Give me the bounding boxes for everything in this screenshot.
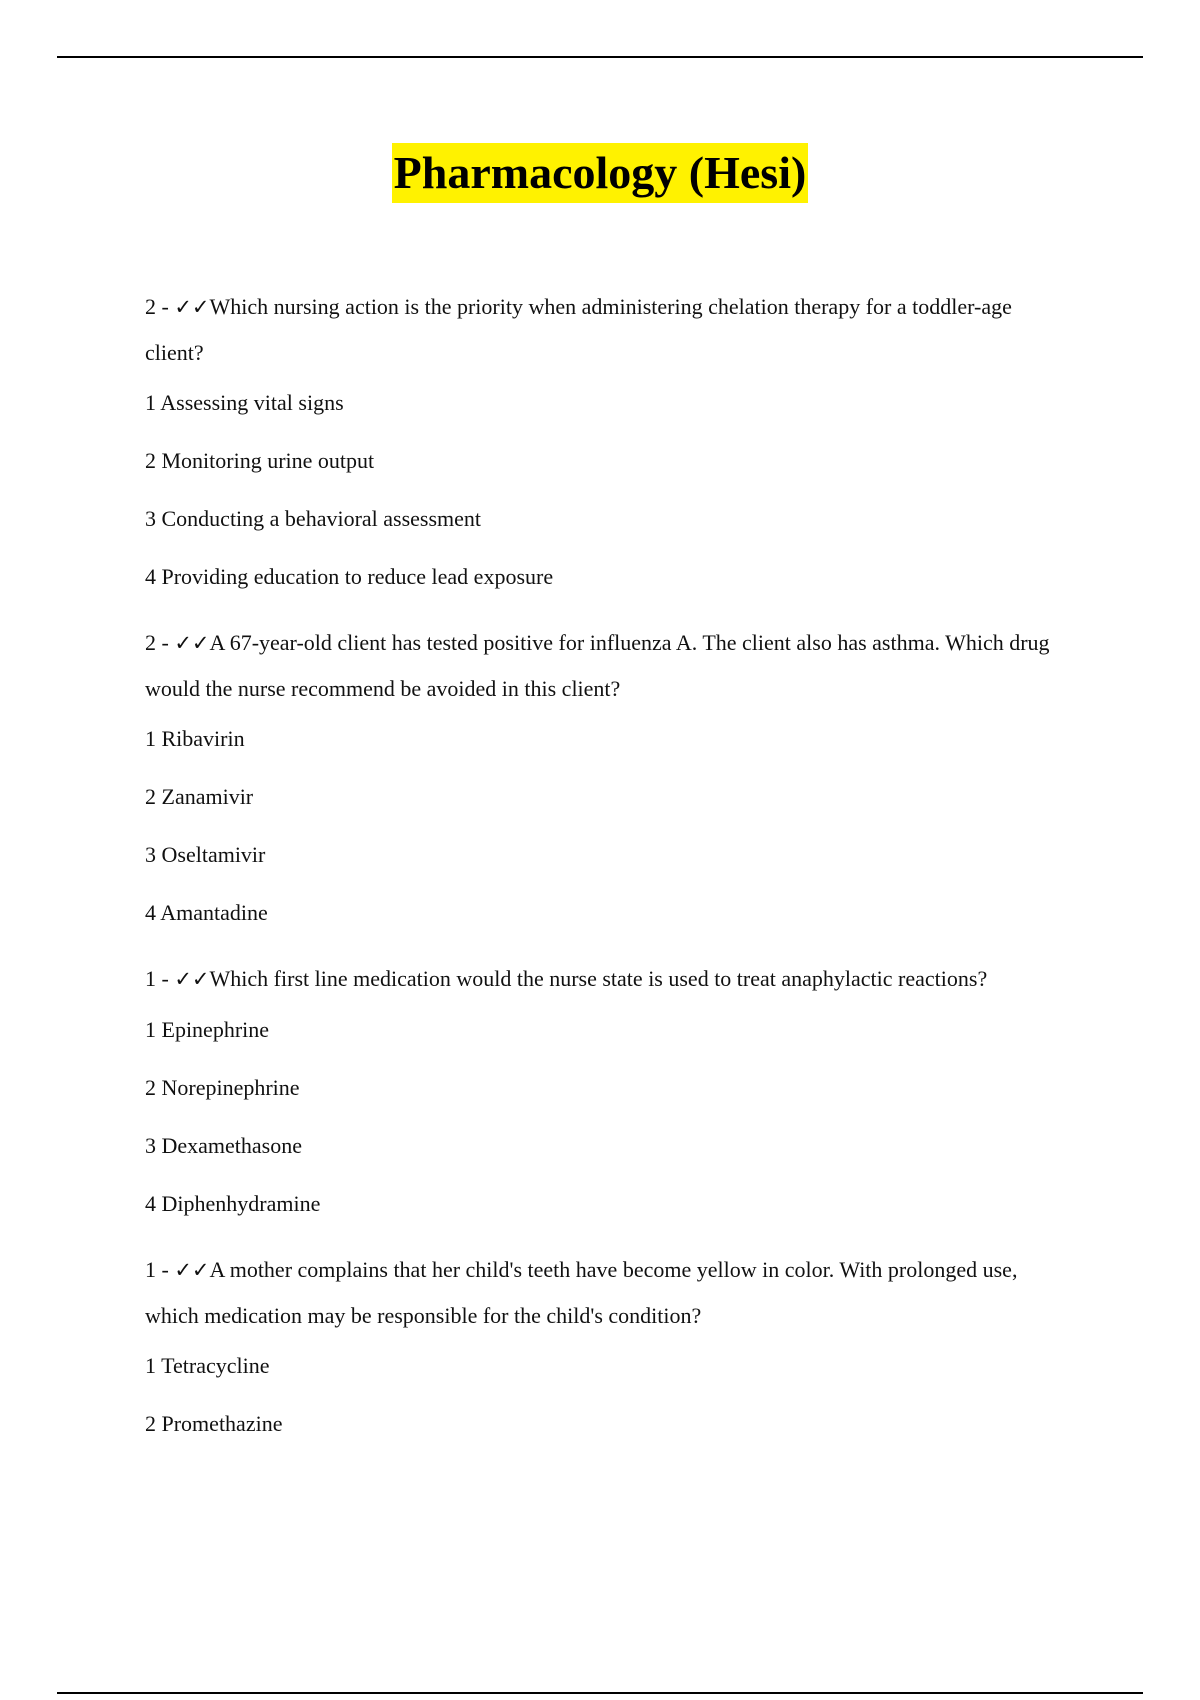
answer-option: 3 Conducting a behavioral assessment	[145, 506, 482, 531]
question-number: 1 -	[145, 1257, 175, 1282]
answer-option: 1 Ribavirin	[145, 726, 245, 751]
answer-option: 4 Diphenhydramine	[145, 1191, 321, 1216]
question-text: A 67-year-old client has tested positive for influenza A. The client also has asthma. Which drug would the nurse recommend be avoided in this client?	[145, 630, 1050, 701]
answer-option: 3 Oseltamivir	[145, 842, 266, 867]
question-number: 2 -	[145, 294, 175, 319]
bottom-rule	[57, 1692, 1143, 1694]
question-list	[145, 284, 1075, 1467]
answer-option: 1 Tetracycline	[145, 1353, 270, 1378]
double-check-icon: ✓✓	[174, 967, 210, 991]
title-container	[0, 143, 1200, 203]
answer-option: 3 Dexamethasone	[145, 1133, 302, 1158]
answer-option: 2 Zanamivir	[145, 784, 254, 809]
double-check-icon: ✓✓	[174, 631, 210, 655]
double-check-icon: ✓✓	[174, 295, 210, 319]
question-stem	[145, 284, 1075, 375]
question-text: Which nursing action is the priority when administering chelation therapy for a toddler-age client?	[145, 294, 1012, 365]
question-stem	[145, 620, 1075, 711]
answer-option: 1 Epinephrine	[145, 1017, 270, 1042]
answer-option: 2 Monitoring urine output	[145, 448, 375, 473]
question-text: A mother complains that her child's teeth have become yellow in color. With prolonged use, which medication may be responsible for the child's condition?	[145, 1257, 1018, 1328]
question-number: 1 -	[145, 966, 175, 991]
top-rule	[57, 56, 1143, 58]
question-stem	[145, 1247, 1075, 1338]
question-text: Which first line medication would the nurse state is used to treat anaphylactic reactions?	[209, 966, 988, 991]
answer-option: 2 Promethazine	[145, 1411, 283, 1436]
answer-option: 4 Amantadine	[145, 900, 268, 925]
answer-option: 4 Providing education to reduce lead exposure	[145, 564, 554, 589]
question-stem	[145, 956, 1075, 1002]
double-check-icon: ✓✓	[174, 1258, 210, 1282]
answer-option: 1 Assessing vital signs	[145, 390, 344, 415]
page-title: Pharmacology (Hesi)	[392, 143, 809, 203]
answer-option: 2 Norepinephrine	[145, 1075, 300, 1100]
question-number: 2 -	[145, 630, 175, 655]
